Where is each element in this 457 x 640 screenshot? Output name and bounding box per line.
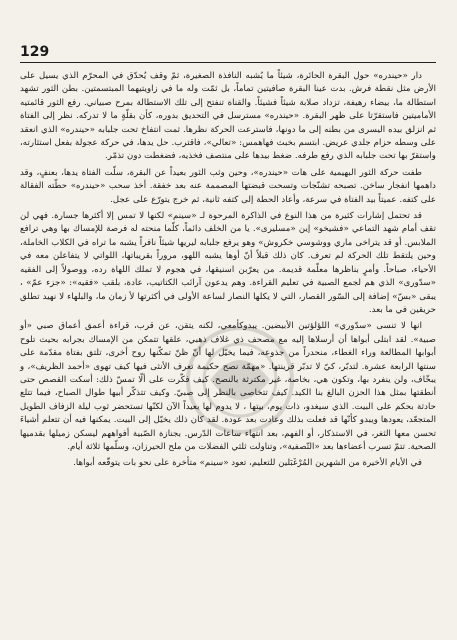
paragraph: في الأيام الأخيرة من الشهرين المُرْغَبَلين للتعليم، تعود «سينم» متأخرة على نحو بات يتوقّعه أبواها.: [73, 458, 422, 469]
header-rule: [20, 62, 436, 63]
paragraph: طفت حركة الثور البهيمية على هات «حيندره»، وحين وثب الثور بعيداً عن البقرة، سلّت الفتاة يدها، بعنفٍ، وقد داهمها انفجار ساخن. تصبحه تشنّجات وتسحت قبضتها المصممة عنه بعد خفقة. أخذ سحب «حيندره» حطّته الفقالة على كتفه. عميتاً بيد الفتاة في سرعة، وأعاد الحطة إلى كتفه ثانية، ثم خرج يتورّع على عجل.: [20, 167, 436, 205]
paragraph: دار «حيندره» حول البقرة الحائرة، شيئاً ما يُشبه النافذة الصغيرة، ثمّ وقف يُحدّق في المحرّم الذي يسيل على الأرض مثل نقطة فرش. بدت عينا البقرة صافيتين تماماً، بل ثمّت وله ما في زاويتيهما المبتسمتين. بطن الثور تشهد استطالة ما، بيضاء رهيفة، تزداد صلابة شيئاً فشيئاً. والقناة تنفتح إلى تلك الاستطالة بمرح صبياني. رفع الثور قائمتيه الأماميتين فاستقرّتا على ظهر البقرة. «حيندره» مسترسل في التحديق بدوره، كأن بقلّةٍ ما لا تدركه. نظر إلى الفتاة ثم انزلق بيده اليسرى من بطنه إلى ما دونها، فاسترعت الحركة نظرها. ثمت انتفاخ تحت جلبابه «حيندره» الذي انعقد على وسطه حزام جلدي عريض. ابتسم بخبث فهاهمس: «تعالي»، فاقترب. حل يدها، في حركة عجولة بفعل استثارته، واستقرّ بها تحت جلبابه الذي رفع طرفه. ضغط بيدها على منتصف فخذيه، فضغطت دون تذمّر.: [20, 71, 436, 162]
body-text: [20, 70, 436, 471]
page-number: 129: [20, 44, 50, 60]
paragraph: قد تحتمل إشارات كثيرة من هذا النوع في الذاكرة المرحوة لـ «سينم» لكنها لا تمس إلا أكثرها جسارة. فهي لن تقف أمام شهد التماعي «فشيخو» إين «مسليرى». يا من الخلف دائماً، كلّما منحته له فرصة للإمساك بها وهي ترافع الملابس. أو قد يتراخى ماري ووشوسي خكروش» وهو يرفع جلبابه ليريها شيئاً نافراً يشبه ما تراه في الكلاب الخاملة، وحين يلتقط تلك الحركة لم تعرف. كان ذلك قبلاً أنّ أوها يشبه اللهو، مروراً بقريباتها، اللواتي لا يتفاعلن معه في الأحياء، صباحاً. وأمرٍ بناظرها معلّمة قديمة. من يعرّبن اسنيقها، في هجوم لا تملك اللهاة رده، ووصولاً إلى الفقيه «سدّورى» الذي هم لجمع الصبية في تعليم القراءة. وهم يدعون آرائب الكتاتيب، عادة، بلقب «فقيه»: «جزء عمّ» ، يبقى «بسّ» إضافة إلى السّور القصار، التي لا يكلها النصار لساعة الأولى في أكثرتها لأ زمان ما، والبلهاء لا نهيد تطلق حريقين في ما بعد.: [20, 211, 436, 315]
paragraph: انها لا تنسى «سدّوري» اللؤلؤتين الأبيضين. يبدوكأمعي، لكنه يتقن، عن قرب، قراءة أعمق أعماق صبي «أو صبية». لقد ابتلى أبواها أن أرسلاها إليه مع مصحف ذي غلاف ذهبي، علقها تتمكن من الإمساك بجرابه بحيث تلوح أبوابها المطالعة وراء الغطاء، منحدراً من جذوعه، فيما يخيّل لها أنّ ظنّ تمكّنها روح أخرى، تلتق بفتاة مقدّمة على سنتها الرابعة عشرة. لتدبّر، كيّ لا تدبّر قرينتها. «مهمّة نصح حكيمة تعرف الأنثى فيها كيف تهوى «أحمد الظريف»، و يبخّاف، ولن ينفرد بها، وتكون هي، بخاصة، غير مكترثة بالنصح. كيف فكّرت على ألّا تمسّ ذلك: أسكت القصص حتى أنطقتها بمثل هذا الحزن البالغ بنا الكيد. كيف تتخاصى بالنظر إلى صبيّ. وكيف تتذكّر أبيها طوال الصباح، فيما تتلع حادثة بحكم على البيت. الذي سيغدو، ذات يوم، بيتها ، لا يدوم لها بعيداً الآن لكنّها تستحضر ثوب ليلة الزفاف الطويل المتجعّد، يعودها ويبدو كأنّها قد فعلت بذلك وعادت بعد عودة. لقد كان ذلك يخيّل إلى البيت. يمكنها فيه أن تتعلم أشياءَ تحسن معها الثغر، في الاستذكار، أو الفهم، بعد انتهاء ساعات الدّرس. بجنازة الصّبية أفواههم ليسكن زميلها بقدميها الصحية. تتمّ تسرب أعضاءها بعد «التّصفية»، وتناولت ثلثي الفضلات من ملح الحيرزان، وسلّمها ثلاثة أيام.: [20, 321, 436, 452]
